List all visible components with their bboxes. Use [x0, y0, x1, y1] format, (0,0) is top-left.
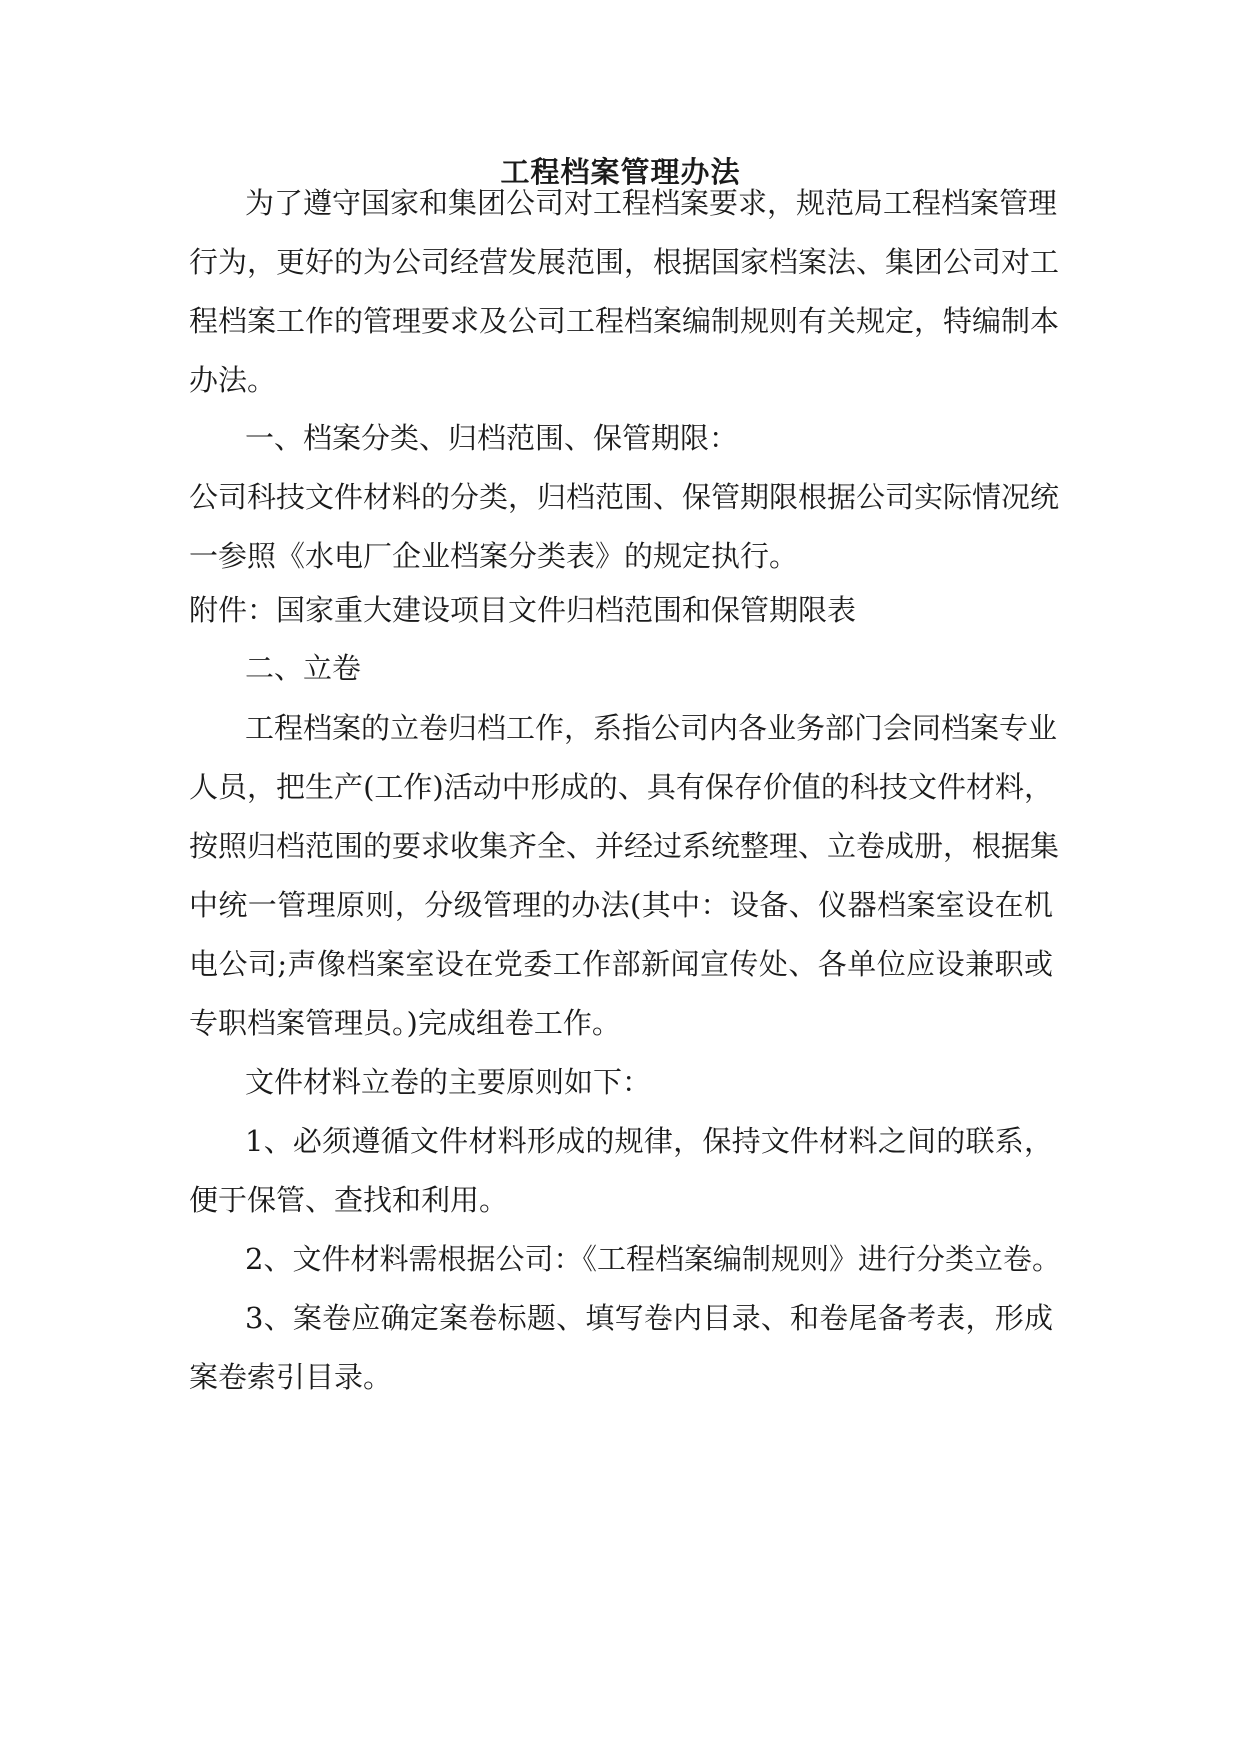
paragraph-line: 办法。 [189, 363, 277, 397]
list-item-line: 案卷索引目录。 [189, 1360, 393, 1394]
list-item-line: 3、案卷应确定案卷标题、填写卷内目录、和卷尾备考表，形成 [245, 1301, 1053, 1335]
list-item-line: 2、文件材料需根据公司：《工程档案编制规则》进行分类立卷。 [245, 1242, 1061, 1276]
paragraph-line: 工程档案的立卷归档工作，系指公司内各业务部门会同档案专业 [245, 711, 1058, 745]
section-heading: 二、立卷 [245, 651, 362, 685]
paragraph-line: 电公司;声像档案室设在党委工作部新闻宣传处、各单位应设兼职或 [189, 947, 1053, 981]
paragraph-line: 专职档案管理员。)完成组卷工作。 [189, 1006, 621, 1040]
paragraph-line: 人员，把生产(工作)活动中形成的、具有保存价值的科技文件材料， [189, 770, 1053, 804]
paragraph-line: 为了遵守国家和集团公司对工程档案要求，规范局工程档案管理 [245, 186, 1058, 220]
attachment-line: 附件：国家重大建设项目文件归档范围和保管期限表 [189, 593, 857, 627]
paragraph-line: 文件材料立卷的主要原则如下： [245, 1065, 652, 1099]
section-heading: 一、档案分类、归档范围、保管期限： [245, 421, 739, 455]
paragraph-line: 按照归档范围的要求收集齐全、并经过系统整理、立卷成册，根据集 [189, 829, 1060, 863]
list-item-line: 便于保管、查找和利用。 [189, 1183, 509, 1217]
list-item-line: 1、必须遵循文件材料形成的规律，保持文件材料之间的联系， [245, 1124, 1053, 1158]
paragraph-line: 中统一管理原则，分级管理的办法(其中：设备、仪器档案室设在机 [189, 888, 1053, 922]
paragraph-line: 一参照《水电厂企业档案分类表》的规定执行。 [189, 539, 799, 573]
paragraph-line: 程档案工作的管理要求及公司工程档案编制规则有关规定，特编制本 [189, 304, 1060, 338]
paragraph-line: 公司科技文件材料的分类，归档范围、保管期限根据公司实际情况统 [189, 480, 1060, 514]
document-title: 工程档案管理办法 [500, 155, 741, 189]
paragraph-line: 行为，更好的为公司经营发展范围，根据国家档案法、集团公司对工 [189, 245, 1060, 279]
